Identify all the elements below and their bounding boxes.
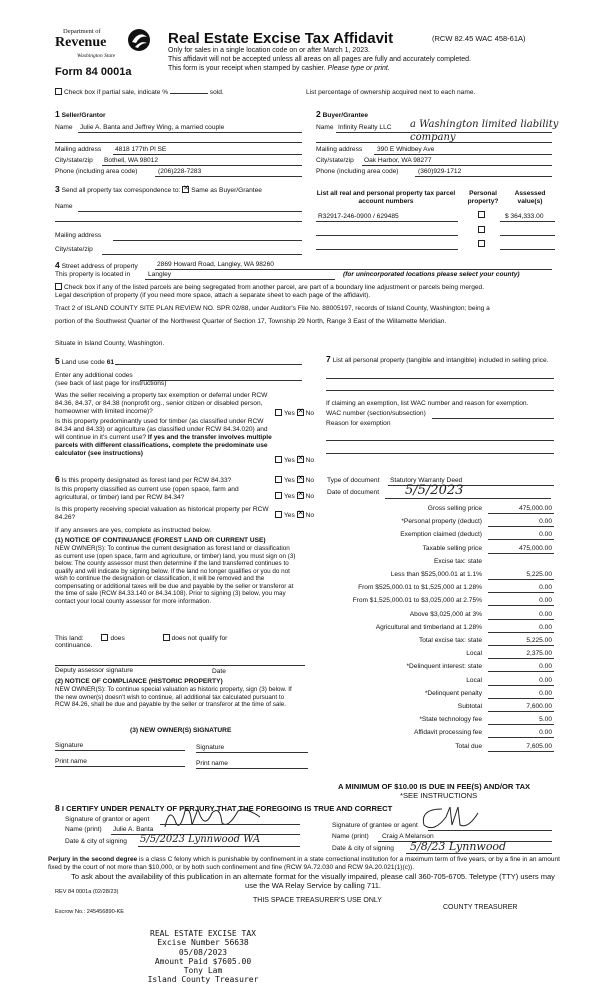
buyer-heading: 2 Buyer/Grantee (316, 109, 369, 119)
buyer-mail-label: Mailing address (316, 146, 363, 153)
county-treasurer-label: COUNTY TREASURER (443, 904, 518, 911)
dept-line1: Department of (63, 28, 101, 35)
land-q1-answers: Yes ✕ No (275, 409, 314, 418)
seller-city: Bothell, WA 98012 (104, 157, 159, 164)
grantor-date-label: Date & city of signing (65, 838, 127, 845)
tax-row-label: Total due (455, 742, 482, 750)
state-line: Washington State (77, 53, 116, 59)
new-owner-print-2-label: Print name (196, 760, 228, 767)
partial-sale-row: Check box if partial sale, indicate % sold. (55, 88, 224, 97)
unincorporated-note: (for unincorporated locations please select your county) (343, 271, 520, 278)
tax-row-underline (488, 711, 554, 712)
seller-mail: 4818 177th Pl SE (115, 146, 167, 153)
stamp-line-5: Tony Lam (183, 966, 223, 976)
forest-q1-yes-checkbox[interactable] (275, 476, 282, 483)
stamp-line-2: Excise Number 56638 (157, 938, 249, 948)
revenue-swirl-icon (127, 28, 151, 52)
tax-row-underline (488, 526, 554, 527)
seller-phone-label: Phone (including area code) (55, 168, 138, 175)
additional-codes-label: Enter any additional codes (55, 372, 133, 379)
legal-line-1: Tract 2 of ISLAND COUNTY SITE PLAN REVIEW NO. SPR 02/88, under Auditor's File No. 88005197, records of Island County, Washington; being a (55, 305, 490, 312)
segregated-row: Check box if any of the listed parcels are being segregated from another parcel, are part of a boundary line adjustment or parcels being merged. (55, 283, 565, 292)
tax-row-underline (488, 751, 554, 752)
parcel-number: R32917-246-0900 / 629485 (318, 213, 399, 220)
land-q2-answers: Yes ✕ No (275, 456, 314, 465)
tax-row-value: 0.00 (539, 689, 552, 697)
tax-row-label: Taxable selling price (422, 544, 482, 552)
parcels-col2-header: Personal property? (467, 190, 499, 205)
tax-row-value: 5.00 (539, 716, 552, 724)
seller-city-label: City/state/zip (55, 157, 93, 164)
grantee-date-label: Date & city of signing (332, 845, 394, 852)
tax-row-underline (488, 592, 554, 593)
minimum-due-note: A MINIMUM OF $10.00 IS DUE IN FEE(S) AND/OR TAX (338, 782, 531, 791)
forest-q2-no-checkbox[interactable] (297, 492, 304, 499)
tax-row-value: 5,225.00 (526, 637, 552, 644)
stamp-line-6: Island County Treasurer (147, 975, 259, 985)
tax-row-label: Above $3,025,000 at 3% (409, 610, 482, 618)
land-q1: Was the seller receiving a property tax exemption or deferral under RCW 84.36, 84.37, or 84.38 (nonprofit org., senior citizen or disabled person, homeowner with limited income)? (55, 392, 268, 415)
buyer-handwritten-entity: a Washington limited liability company (410, 119, 559, 143)
tax-row-value: 0.00 (539, 597, 552, 605)
tax-row-label: From $1,525,000.01 to $3,025,000 at 2.75% (352, 597, 482, 605)
land-q2-no-checkbox[interactable] (297, 456, 304, 463)
land-q1-no-checkbox[interactable] (297, 409, 304, 416)
tax-row-value: 475,000.00 (518, 544, 552, 552)
see-instructions-note: *SEE INSTRUCTIONS (400, 791, 478, 800)
forest-q3-answers: Yes ✕ No (275, 511, 314, 520)
same-as-buyer-checkbox[interactable] (182, 186, 189, 193)
notice-2-title: (2) NOTICE OF COMPLIANCE (HISTORIC PROPERTY) (55, 678, 223, 685)
notice-2-text: NEW OWNER(S): To continue special valuation as historic property, sign (3) below. If the new owner(s) doesn't wish to continue, all additional tax calculated pursuant to RCW 84.26, shall be due and payable by the seller or transferor at the time of sale. (55, 686, 292, 709)
document-type: Statutory Warranty Deed (390, 477, 463, 484)
grantee-date: 5/8/23 Lynnwood (410, 840, 507, 853)
buyer-city: Oak Harbor, WA 98277 (364, 157, 432, 164)
correspondence-heading: 3 Send all property tax correspondence to: ✕ Same as Buyer/Grantee (55, 184, 262, 195)
tax-row-underline (488, 539, 554, 540)
tax-row-label: Less than $525,000.01 at 1.1% (390, 571, 482, 578)
tax-row-underline (488, 619, 554, 620)
grantee-signature-label: Signature of grantee or agent (332, 822, 418, 829)
grantor-date: 5/5/2023 Lynnwood WA (140, 834, 261, 845)
dor-logo (55, 28, 153, 66)
notice-3-title: (3) NEW OWNER(S) SIGNATURE (130, 727, 232, 734)
does-not-checkbox[interactable] (163, 634, 170, 641)
legal-line-2: portion of the Southwest Quarter of the Northwest Quarter of Section 17, Township 29 North, Range 3 East of the Willamette Meridian. (55, 318, 447, 325)
seller-name: Julie A. Banta and Jeffrey Wing, a married couple (80, 124, 225, 131)
excise-stamp (138, 929, 268, 985)
buyer-city-label: City/state/zip (316, 157, 354, 164)
new-owner-signature-1-label: Signature (55, 742, 84, 749)
tax-row-label: *State technology fee (419, 716, 482, 724)
tax-row-label: Local (466, 676, 482, 684)
deputy-date-label: Date (212, 668, 226, 675)
corr-city-label: City/state/zip (55, 246, 93, 253)
tax-row-value: 7,600.00 (526, 703, 552, 710)
tax-row-value: 0.00 (539, 623, 552, 631)
tax-row-label: *Delinquent interest: state (406, 663, 482, 671)
tax-row-underline (488, 658, 554, 659)
revision-code: REV 84 0001a (02/28/23) (55, 889, 119, 895)
personal-property-checkbox-2[interactable] (478, 226, 485, 233)
forest-q3: Is this property receiving special valuation as historical property per RCW 84.26? (55, 506, 269, 521)
tax-row-label: Affidavit processing fee (413, 729, 482, 737)
forest-q2-answers: Yes ✕ No (275, 492, 314, 501)
notice-1-text: NEW OWNER(S): To continue the current designation as forest land or classification as current use (open space, farm and agriculture, or timber) land, you must sign on (3) below. The county assessor must then determine if the land transferred continues to qualify and will indicate by signing below. If the land no longer qualifies or you do not wish to continue the designation or classification, it will be removed and the compensating or additional taxes will be due and payable by the seller or transferor at the time of sale (RCW 84.33.140 or 84.34.108). Prior to signing (3) below, you may contact your local county assessor for more information. (55, 545, 296, 605)
personal-property-heading: 7 List all personal property (tangible and intangible) included in selling price. (326, 354, 549, 364)
tax-row-label: From $525,000.01 to $1,525,000 at 1.28% (358, 584, 482, 592)
new-owner-print-1-label: Print name (55, 758, 87, 765)
tax-row-label: Local (466, 650, 482, 658)
tax-row-label: Subtotal (457, 703, 482, 710)
exemption-note: If claiming an exemption, list WAC number and reason for exemption. (326, 400, 529, 407)
escrow-row: Escrow No.: 245456890-KE (55, 909, 125, 915)
situate-line: Situate in Island County, Washington. (55, 340, 165, 347)
document-date: 5/5/2023 (405, 483, 464, 498)
header-note-2: This affidavit will not be accepted unless all areas on all pages are fully and accurately completed. (168, 56, 471, 63)
stamp-line-4: Amount Paid $7605.00 (154, 956, 252, 966)
forest-if-yes: If any answers are yes, complete as instructed below. (55, 527, 212, 534)
notice-1-title: (1) NOTICE OF CONTINUANCE (FOREST LAND OR CURRENT USE) (55, 537, 266, 544)
partial-sale-checkbox[interactable] (55, 88, 62, 95)
assessed-value: $ 364,333.00 (505, 213, 544, 220)
located-label: This property is located in (55, 271, 131, 278)
tax-row-underline (488, 632, 554, 633)
corr-mail-label: Mailing address (55, 232, 102, 239)
alt-format-note: To ask about the availability of this publication in an alternate format for the visually impaired, please call 360-705-6705. Teletype (TTY) users may use the WA Relay Service by calling 711. (71, 872, 555, 890)
treasurer-use-label: THIS SPACE TREASURER'S USE ONLY (253, 897, 382, 904)
tax-row-value: 0.00 (539, 518, 552, 526)
grantor-signature-mark (160, 803, 270, 833)
tax-row-underline (488, 671, 554, 672)
forest-q1: 6 Is this property designated as forest land per RCW 84.33? (55, 474, 232, 484)
land-use-row: 5 Land use code 61 (55, 356, 115, 366)
grantor-name: Julie A. Banta (113, 826, 154, 833)
tax-row-underline (488, 579, 554, 580)
tax-row-label: Excise tax: state (433, 557, 482, 565)
ownership-note: List percentage of ownership acquired next to each name. (306, 89, 476, 96)
stamp-line-1: REAL ESTATE EXCISE TAX (150, 929, 256, 938)
tax-row-label: Gross selling price (427, 505, 482, 512)
buyer-phone-label: Phone (including area code) (316, 168, 399, 175)
certify-heading: 8 I CERTIFY UNDER PENALTY OF PERJURY THAT THE FOREGOING IS TRUE AND CORRECT (55, 803, 393, 813)
land-q2: Is this property predominantly used for timber (as classified under RCW 84.34 and 84.33) or agriculture (as classified under RCW 84.34.020) and will continue in it's current use? If yes and the transfer involves multiple parcels with different classifications, complete the predominate use calculator (see instructions) (55, 418, 272, 457)
tax-row-label: *Personal property (deduct) (401, 518, 482, 526)
wac-label: WAC number (section/subsection) (326, 410, 426, 417)
located-value: Langley (148, 271, 172, 278)
parcels-col1-header: List all real and personal property tax parcel account numbers (316, 190, 456, 205)
tax-row-value: 0.00 (539, 584, 552, 592)
grantee-signature-mark (412, 803, 492, 833)
header-note-1: Only for sales in a single location code on or after March 1, 2023. (168, 47, 370, 54)
does-checkbox[interactable] (101, 634, 108, 641)
header-note-3: This form is your receipt when stamped by cashier. Please type or print. (168, 65, 390, 72)
forest-q2: Is this property classified as current use (open space, farm and agricultural, or timber) land per RCW 84.34? (55, 486, 239, 501)
form-citation: (RCW 82.45 WAC 458-61A) (432, 34, 526, 43)
grantee-name-label: Name (print) (332, 833, 369, 840)
parcels-col3-header: Assessed value(s) (514, 190, 546, 205)
personal-property-checkbox-3[interactable] (478, 240, 485, 247)
buyer-name: Infinity Realty LLC (338, 124, 392, 131)
tax-row-value: 0.00 (539, 531, 552, 539)
new-owner-signature-2-label: Signature (196, 744, 225, 751)
seller-mail-label: Mailing address (55, 146, 102, 153)
form-number: Form 84 0001a (55, 66, 132, 78)
reason-label: Reason for exemption (326, 420, 391, 427)
forest-q1-no-checkbox[interactable] (297, 476, 304, 483)
legal-label: Legal description of property (if you need more space, attach a separate sheet to each page of the affidavit). (55, 292, 371, 299)
tax-row-underline (488, 724, 554, 725)
seller-phone: (206)228-7283 (158, 168, 202, 175)
tax-row-value: 0.00 (539, 663, 552, 671)
tax-row-value: 475,000.00 (518, 505, 552, 512)
grantor-signature-label: Signature of grantor or agent (65, 816, 150, 823)
land-q2-yes-checkbox[interactable] (275, 456, 282, 463)
forest-q2-yes-checkbox[interactable] (275, 492, 282, 499)
tax-row-underline (488, 698, 554, 699)
buyer-name-label: Name (316, 124, 334, 131)
tax-row-underline (488, 605, 554, 606)
additional-codes-note: (see back of last page for instructions) (55, 380, 167, 387)
tax-row-underline (488, 645, 554, 646)
corr-name-label: Name (55, 203, 73, 210)
tax-row-underline (488, 513, 554, 514)
continuance-label: continuance. (55, 642, 93, 649)
tax-row-value: 0.00 (539, 729, 552, 737)
forest-q1-answers: Yes ✕ No (275, 476, 314, 485)
tax-row-underline (488, 553, 554, 554)
perjury-warning: Perjury in the second degree is a class C felony which is punishable by confinement in a state correctional institution for a maximum term of five years, or by a fine in an amount fixed by the court of not more than $10,000, or by both such confinement and fine (RCW 9A.72.030 and RCW 9A.20.021(1)(c)). (48, 856, 560, 871)
grantee-name: Craig A Melanson (382, 833, 434, 840)
form-title: Real Estate Excise Tax Affidavit (168, 30, 394, 47)
tax-row-value: 7,605.00 (526, 742, 552, 750)
stamp-line-3: 05/08/2023 (178, 947, 228, 957)
tax-row-value: 0.00 (539, 610, 552, 618)
property-street: 2869 Howard Road, Langley, WA 98260 (157, 261, 274, 268)
tax-row-label: *Delinquent penalty (424, 689, 482, 697)
this-land-row: This land: does does not qualify for (55, 635, 228, 642)
tax-row-value: 2,375.00 (526, 650, 552, 658)
tax-row-underline (488, 685, 554, 686)
seller-name-label: Name (55, 124, 73, 131)
tax-row-underline (488, 737, 554, 738)
property-street-row: 4 Street address of property (55, 260, 138, 270)
segregated-checkbox[interactable] (55, 283, 62, 290)
buyer-mail: 390 E Whidbey Ave (377, 146, 435, 153)
document-date-label: Date of document (327, 489, 380, 496)
personal-property-checkbox-1[interactable] (478, 211, 485, 218)
land-q1-yes-checkbox[interactable] (275, 409, 282, 416)
tax-row-label: Total excise tax: state (418, 637, 482, 644)
tax-row-label: Exemption claimed (deduct) (400, 531, 482, 539)
grantor-name-label: Name (print) (65, 826, 102, 833)
tax-row-value: 0.00 (539, 676, 552, 684)
deputy-signature-label: Deputy assessor signature (55, 667, 134, 674)
seller-heading: 1 Seller/Grantor (55, 109, 106, 119)
tax-row-value: 5,225.00 (526, 571, 552, 578)
forest-q3-yes-checkbox[interactable] (275, 511, 282, 518)
document-type-label: Type of document (327, 477, 380, 484)
dept-line2: Revenue (55, 35, 107, 50)
tax-row-label: Agricultural and timberland at 1.28% (375, 623, 482, 631)
buyer-phone: (360)929-1712 (418, 168, 462, 175)
